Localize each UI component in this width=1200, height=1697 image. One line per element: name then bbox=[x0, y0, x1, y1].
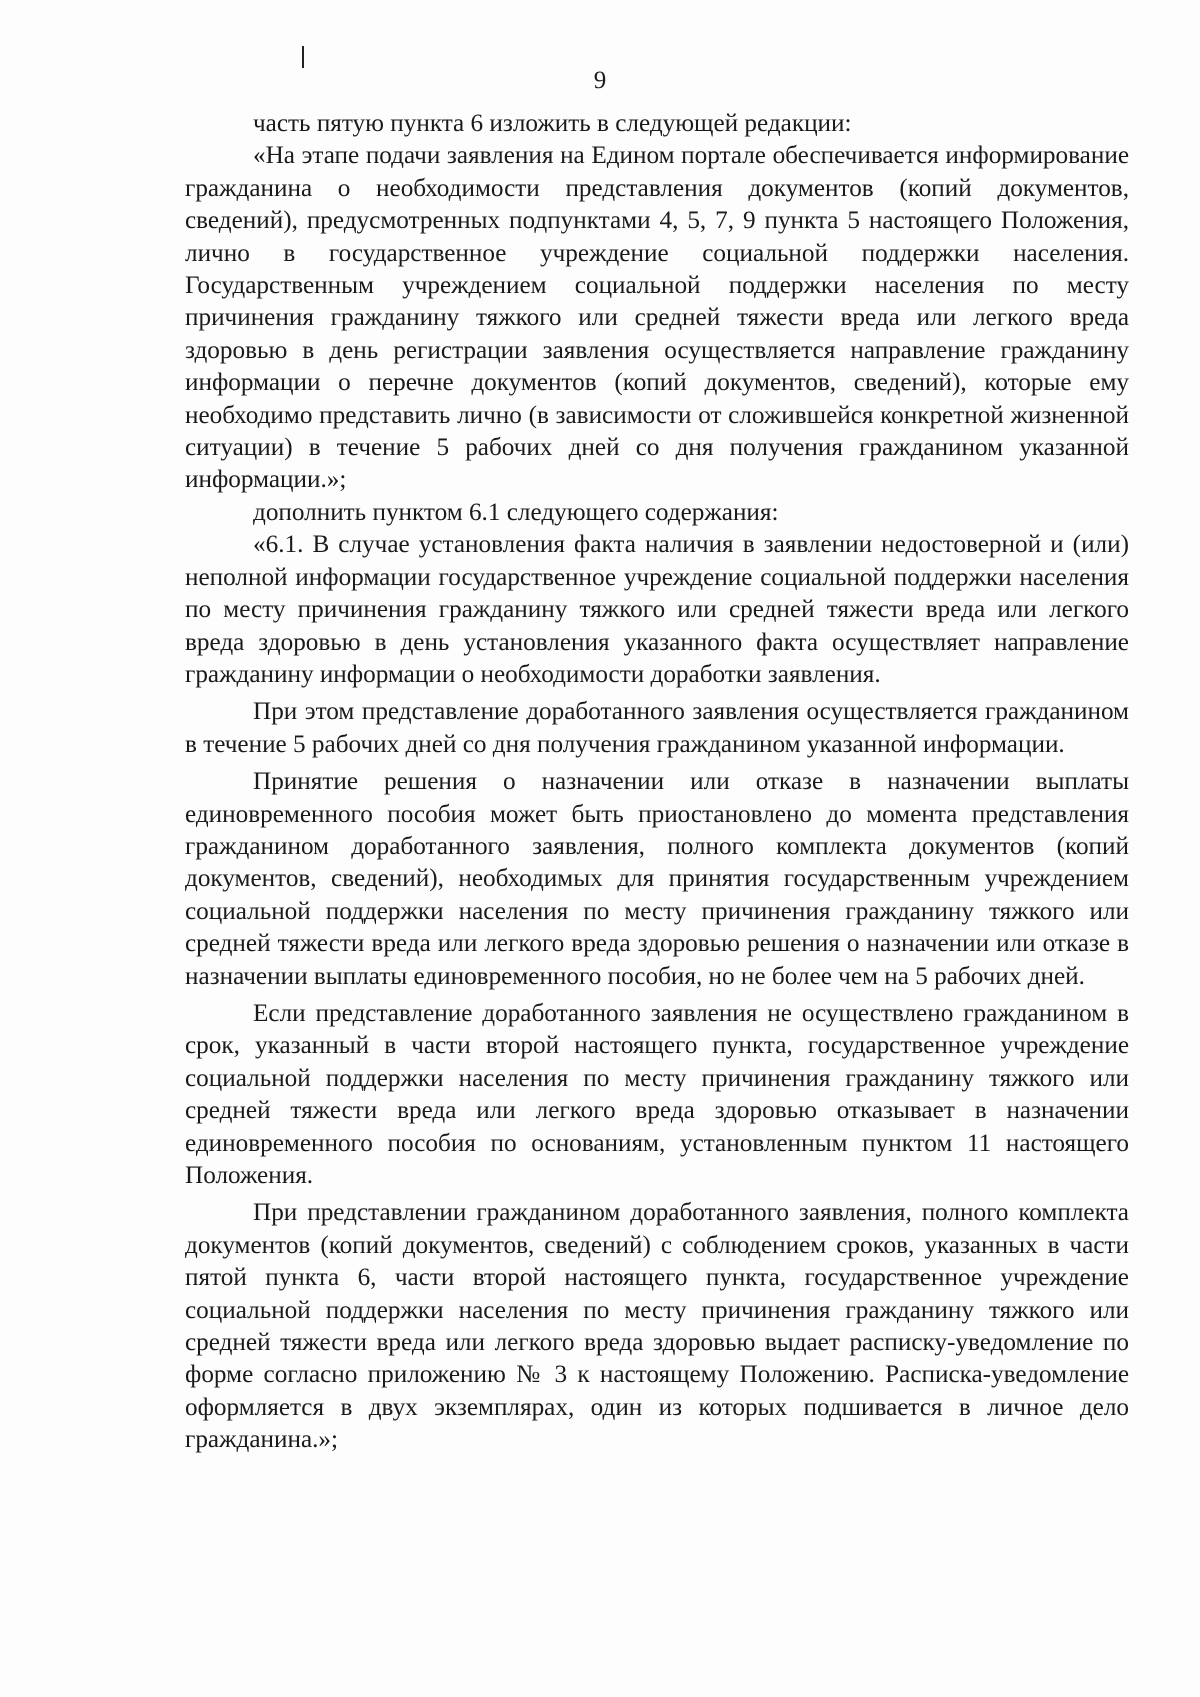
paragraph-6-1-intro: «6.1. В случае установления факта наличия в заявлении недостоверной и (или) неполной информации государственное учреждение социальной поддержки населения по месту причинения гражданину тяжкого или средней тяжести вреда или легкого вреда здоровью в день установления указанного факта осуществляет направление гражданину информации о необходимости доработки заявления. bbox=[185, 531, 1129, 688]
paragraph-decision-suspension: Принятие решения о назначении или отказе в назначении выплаты единовременного пособия может быть приостановлено до момента представления гражданином доработанного заявления, полного комплекта документов (копий документов, сведений), необходимых для принятия государственным учреждением социальной поддержки населения по месту причинения гражданину тяжкого или средней тяжести вреда или легкого вреда здоровью решения о назначении или отказе в назначении выплаты единовременного пособия, но не более чем на 5 рабочих дней. bbox=[185, 768, 1129, 990]
paragraph-resubmission-deadline: При этом представление доработанного заявления осуществляется гражданином в течение 5 рабочих дней со дня получения гражданином указанной информации. bbox=[185, 698, 1129, 758]
paragraph-receipt-notice: При представлении гражданином доработанного заявления, полного комплекта документов (копий документов, сведений) с соблюдением сроков, указанных в части пятой пункта 6, части второй настоящего пункта, государственное учреждение социальной поддержки населения по месту причинения гражданину тяжкого или средней тяжести вреда или легкого вреда здоровью выдает расписку-уведомление по форме согласно приложению № 3 к настоящему Положению. Расписка-уведомление оформляется в двух экземплярах, один из которых подшивается в личное дело гражданина.»; bbox=[185, 1199, 1129, 1454]
document-body bbox=[185, 108, 1129, 1457]
page-number: 9 bbox=[593, 67, 607, 94]
paragraph-add-6-1: дополнить пунктом 6.1 следующего содержания: bbox=[253, 498, 779, 526]
paragraph-refusal: Если представление доработанного заявления не осуществлено гражданином в срок, указанный в части второй настоящего пункта, государственное учреждение социальной поддержки населения по месту причинения гражданину тяжкого или средней тяжести вреда или легкого вреда здоровью отказывает в назначении единовременного пособия по основаниям, установленным пунктом 11 настоящего Положения. bbox=[185, 999, 1129, 1189]
scan-artifact-mark bbox=[302, 46, 304, 68]
paragraph-quoted-part5: «На этапе подачи заявления на Едином портале обеспечивается информирование гражданина о необходимости представления документов (копий документов, сведений), предусмотренных подпунктами 4, 5, 7, 9 пункта 5 настоящего Положения, лично в государственное учреждение социальной поддержки населения. Государственным учреждением социальной поддержки населения по месту причинения гражданину тяжкого или средней тяжести вреда или легкого вреда здоровью в день регистрации заявления осуществляется направление гражданину информации о перечне документов (копий документов, сведений), которые ему необходимо представить лично (в зависимости от сложившейся конкретной жизненной ситуации) в течение 5 рабочих дней со дня получения гражданином указанной информации.»; bbox=[185, 142, 1129, 494]
paragraph-amend-part5: часть пятую пункта 6 изложить в следующей редакции: bbox=[253, 110, 852, 137]
